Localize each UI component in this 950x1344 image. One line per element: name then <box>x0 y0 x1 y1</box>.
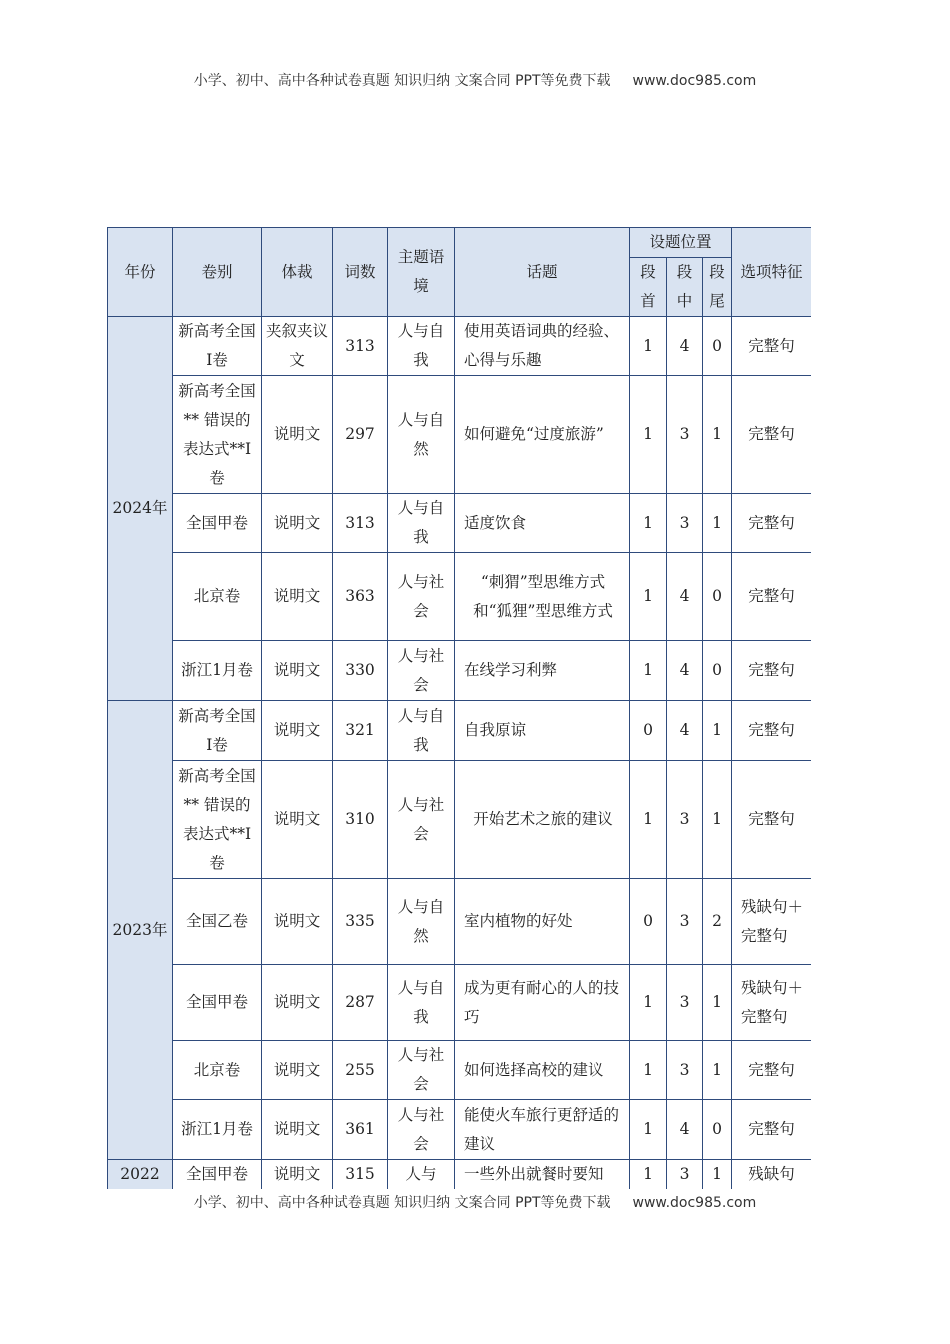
genre-cell: 说明文 <box>262 879 333 965</box>
pos-start-cell: 1 <box>630 1041 667 1100</box>
theme-cell: 人与自我 <box>388 317 455 376</box>
pos-start-cell: 1 <box>630 553 667 641</box>
theme-cell: 人与社会 <box>388 553 455 641</box>
pos-end-cell: 1 <box>703 761 732 879</box>
genre-cell: 说明文 <box>262 1041 333 1100</box>
pos-end-cell: 1 <box>703 1041 732 1100</box>
pos-end-cell: 1 <box>703 376 732 494</box>
header-pos-start: 段首 <box>630 258 667 317</box>
pos-start-cell: 1 <box>630 641 667 701</box>
feature-cell: 完整句 <box>732 641 812 701</box>
pos-middle-cell: 4 <box>667 317 703 376</box>
word-count-cell: 287 <box>333 965 388 1041</box>
table-row <box>108 553 812 641</box>
genre-cell: 说明文 <box>262 1160 333 1190</box>
pos-start-cell: 1 <box>630 317 667 376</box>
feature-cell: 完整句 <box>732 376 812 494</box>
theme-cell: 人与自然 <box>388 879 455 965</box>
table-row <box>108 1100 812 1160</box>
genre-cell: 说明文 <box>262 701 333 761</box>
table-row <box>108 376 812 494</box>
word-count-cell: 297 <box>333 376 388 494</box>
table-row <box>108 965 812 1041</box>
feature-cell: 残缺句＋完整句 <box>732 965 812 1041</box>
exam-stats-table <box>107 227 811 1189</box>
theme-cell: 人与自我 <box>388 701 455 761</box>
genre-cell: 说明文 <box>262 553 333 641</box>
theme-cell: 人与社会 <box>388 1041 455 1100</box>
pos-middle-cell: 4 <box>667 553 703 641</box>
word-count-cell: 313 <box>333 317 388 376</box>
feature-cell: 完整句 <box>732 1041 812 1100</box>
topic-cell: 如何避免“过度旅游” <box>455 376 630 494</box>
pos-middle-cell: 3 <box>667 965 703 1041</box>
pos-middle-cell: 3 <box>667 761 703 879</box>
pos-end-cell: 1 <box>703 701 732 761</box>
pos-middle-cell: 4 <box>667 641 703 701</box>
pos-start-cell: 1 <box>630 761 667 879</box>
table-row <box>108 761 812 879</box>
pos-middle-cell: 4 <box>667 701 703 761</box>
pos-middle-cell: 4 <box>667 1100 703 1160</box>
table-row <box>108 1160 812 1190</box>
paper-cell: 新高考全国** 错误的表达式**I卷 <box>173 376 262 494</box>
feature-cell: 残缺句＋完整句 <box>732 879 812 965</box>
theme-cell: 人与自我 <box>388 965 455 1041</box>
pos-end-cell: 0 <box>703 1100 732 1160</box>
topic-cell: 一些外出就餐时要知 <box>455 1160 630 1190</box>
pos-middle-cell: 3 <box>667 1041 703 1100</box>
footer-site: www.doc985.com <box>632 1195 757 1211</box>
header-pos-middle: 段中 <box>667 258 703 317</box>
feature-cell: 完整句 <box>732 701 812 761</box>
topic-cell: 适度饮食 <box>455 494 630 553</box>
topic-cell: 如何选择高校的建议 <box>455 1041 630 1100</box>
feature-cell: 完整句 <box>732 1100 812 1160</box>
pos-start-cell: 1 <box>630 1160 667 1190</box>
paper-cell: 新高考全国I卷 <box>173 701 262 761</box>
table-row <box>108 494 812 553</box>
header-feature: 选项特征 <box>732 228 812 317</box>
theme-cell: 人与社会 <box>388 1100 455 1160</box>
header-text: 小学、初中、高中各种试卷真题 知识归纳 文案合同 PPT等免费下载 <box>193 73 611 89</box>
word-count-cell: 315 <box>333 1160 388 1190</box>
header-position: 设题位置 <box>630 228 732 258</box>
pos-middle-cell: 3 <box>667 494 703 553</box>
footer-text: 小学、初中、高中各种试卷真题 知识归纳 文案合同 PPT等免费下载 <box>193 1195 611 1211</box>
year-cell: 2024年 <box>108 317 173 701</box>
page-header <box>0 70 950 90</box>
pos-middle-cell: 3 <box>667 1160 703 1190</box>
table-row <box>108 701 812 761</box>
pos-end-cell: 1 <box>703 1160 732 1190</box>
word-count-cell: 361 <box>333 1100 388 1160</box>
table-body <box>108 317 812 1190</box>
topic-cell: 能使火车旅行更舒适的建议 <box>455 1100 630 1160</box>
pos-end-cell: 2 <box>703 879 732 965</box>
feature-cell: 完整句 <box>732 553 812 641</box>
paper-cell: 全国甲卷 <box>173 965 262 1041</box>
genre-cell: 说明文 <box>262 965 333 1041</box>
topic-cell: 成为更有耐心的人的技巧 <box>455 965 630 1041</box>
header-site: www.doc985.com <box>632 73 757 89</box>
paper-cell: 浙江1月卷 <box>173 1100 262 1160</box>
paper-cell: 浙江1月卷 <box>173 641 262 701</box>
pos-start-cell: 1 <box>630 965 667 1041</box>
pos-middle-cell: 3 <box>667 879 703 965</box>
pos-start-cell: 1 <box>630 376 667 494</box>
genre-cell: 说明文 <box>262 1100 333 1160</box>
paper-cell: 北京卷 <box>173 553 262 641</box>
theme-cell: 人与自我 <box>388 494 455 553</box>
word-count-cell: 330 <box>333 641 388 701</box>
genre-cell: 夹叙夹议文 <box>262 317 333 376</box>
topic-cell: 在线学习利弊 <box>455 641 630 701</box>
header-year: 年份 <box>108 228 173 317</box>
word-count-cell: 255 <box>333 1041 388 1100</box>
header-pos-end: 段尾 <box>703 258 732 317</box>
header-topic: 话题 <box>455 228 630 317</box>
pos-start-cell: 1 <box>630 494 667 553</box>
paper-cell: 全国甲卷 <box>173 494 262 553</box>
theme-cell: 人与社会 <box>388 641 455 701</box>
paper-cell: 全国乙卷 <box>173 879 262 965</box>
paper-cell: 新高考全国** 错误的表达式**I卷 <box>173 761 262 879</box>
topic-cell: “刺猬”型思维方式和“狐狸”型思维方式 <box>455 553 630 641</box>
word-count-cell: 321 <box>333 701 388 761</box>
topic-cell: 自我原谅 <box>455 701 630 761</box>
word-count-cell: 310 <box>333 761 388 879</box>
header-paper: 卷别 <box>173 228 262 317</box>
year-cell: 2023年 <box>108 701 173 1160</box>
exam-stats-table-wrap <box>107 227 811 1189</box>
word-count-cell: 363 <box>333 553 388 641</box>
pos-start-cell: 1 <box>630 1100 667 1160</box>
feature-cell: 残缺句 <box>732 1160 812 1190</box>
genre-cell: 说明文 <box>262 761 333 879</box>
page-footer <box>0 1192 950 1212</box>
genre-cell: 说明文 <box>262 494 333 553</box>
topic-cell: 室内植物的好处 <box>455 879 630 965</box>
feature-cell: 完整句 <box>732 494 812 553</box>
theme-cell: 人与社会 <box>388 761 455 879</box>
pos-end-cell: 1 <box>703 965 732 1041</box>
topic-cell: 开始艺术之旅的建议 <box>455 761 630 879</box>
paper-cell: 全国甲卷 <box>173 1160 262 1190</box>
theme-cell: 人与自然 <box>388 376 455 494</box>
paper-cell: 北京卷 <box>173 1041 262 1100</box>
paper-cell: 新高考全国I卷 <box>173 317 262 376</box>
feature-cell: 完整句 <box>732 317 812 376</box>
theme-cell: 人与 <box>388 1160 455 1190</box>
pos-end-cell: 0 <box>703 641 732 701</box>
table-row <box>108 641 812 701</box>
pos-end-cell: 1 <box>703 494 732 553</box>
table-row <box>108 879 812 965</box>
word-count-cell: 313 <box>333 494 388 553</box>
pos-start-cell: 0 <box>630 879 667 965</box>
pos-middle-cell: 3 <box>667 376 703 494</box>
topic-cell: 使用英语词典的经验、心得与乐趣 <box>455 317 630 376</box>
header-theme: 主题语境 <box>388 228 455 317</box>
year-cell: 2022 <box>108 1160 173 1190</box>
genre-cell: 说明文 <box>262 376 333 494</box>
pos-start-cell: 0 <box>630 701 667 761</box>
pos-end-cell: 0 <box>703 553 732 641</box>
table-row <box>108 317 812 376</box>
feature-cell: 完整句 <box>732 761 812 879</box>
header-genre: 体裁 <box>262 228 333 317</box>
header-words: 词数 <box>333 228 388 317</box>
table-row <box>108 1041 812 1100</box>
genre-cell: 说明文 <box>262 641 333 701</box>
pos-end-cell: 0 <box>703 317 732 376</box>
word-count-cell: 335 <box>333 879 388 965</box>
